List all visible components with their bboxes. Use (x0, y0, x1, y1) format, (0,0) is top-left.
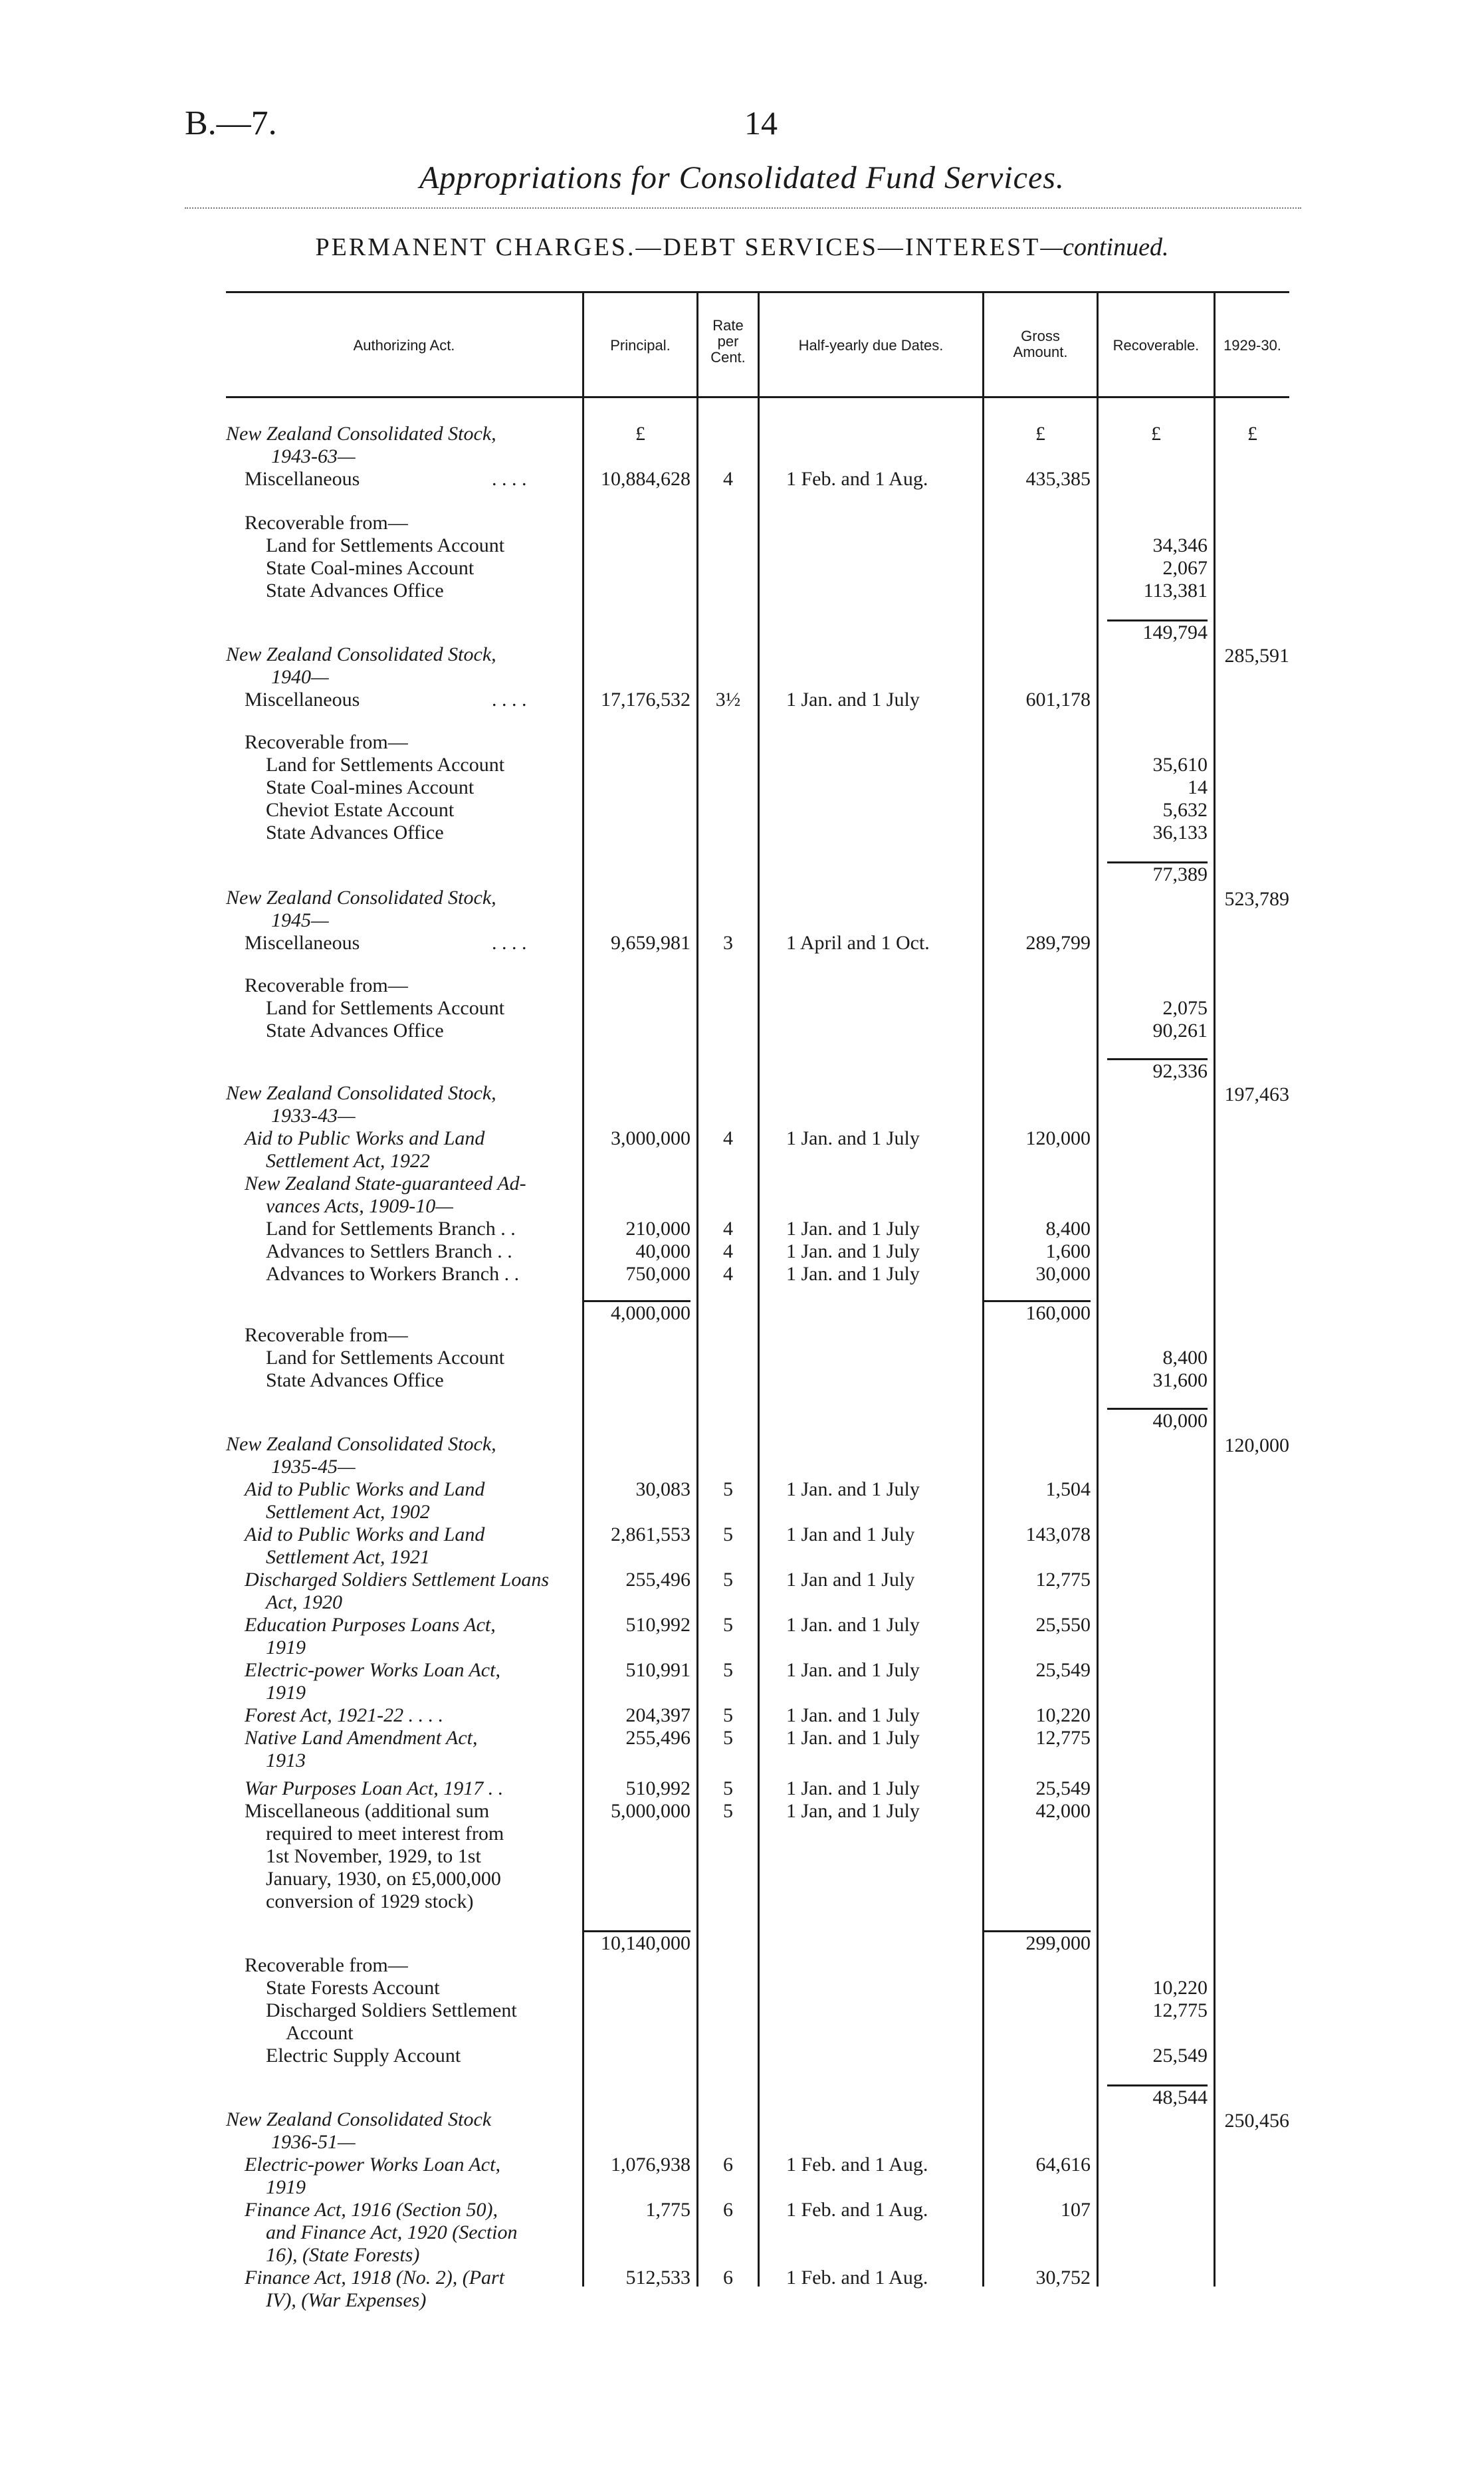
s6-heading-years: 1936-51— (271, 2131, 356, 2153)
s5-row-4-gross: 25,549 (1035, 1659, 1091, 1681)
s5-row-6-rate: 5 (723, 1727, 733, 1749)
s6-row-2-principal: 512,533 (625, 2267, 690, 2289)
col-header-gross-l2: Amount. (1013, 344, 1068, 360)
s4-rec-total: 40,000 (1107, 1408, 1208, 1432)
col-header-gross-l1: Gross (1021, 328, 1060, 344)
s5-recoverable-from: Recoverable from— (245, 1954, 408, 1976)
s3-rec-item-1: State Advances Office (266, 1020, 444, 1042)
s2-rate: 3½ (715, 689, 741, 711)
s2-rec-item-2: Cheviot Estate Account (266, 799, 455, 821)
s1-rec-amt-0: 34,346 (1152, 534, 1208, 556)
s2-rec-total: 77,389 (1107, 861, 1208, 886)
s5-misc-gross: 42,000 (1035, 1800, 1091, 1822)
s2-misc-dots: . . . . (492, 689, 527, 711)
s5-rec-amt-0: 10,220 (1152, 1977, 1208, 1999)
col-header-rate-l1: Rate (712, 317, 744, 334)
s5-row-2-rate: 5 (723, 1569, 733, 1591)
s5-row-3-act: Education Purposes Loans Act, (245, 1614, 496, 1636)
currency-recoverable: £ (1151, 423, 1161, 445)
col-header-act: Authorizing Act. (353, 337, 455, 354)
s5-row-4-principal: 510,991 (625, 1659, 690, 1681)
col-divider-act (582, 292, 584, 2287)
document-reference: B.—7. (185, 104, 277, 142)
s6-row-1-principal: 1,775 (645, 2199, 690, 2221)
s1-dates: 1 Feb. and 1 Aug. (786, 468, 928, 490)
s4-act-2-cont: vances Acts, 1909-10— (266, 1195, 453, 1217)
s4-branch-dates-2: 1 Jan. and 1 July (786, 1263, 920, 1285)
col-divider-principal (696, 292, 698, 2287)
col-header-year: 1929-30. (1223, 337, 1281, 354)
col-header-dates: Half-yearly due Dates. (798, 337, 944, 354)
s5-misc-line-0: Miscellaneous (additional sum (245, 1800, 490, 1822)
s3-rec-item-0: Land for Settlements Account (266, 997, 505, 1019)
col-header-rate-l2: per (717, 333, 739, 350)
s5-row-1-dates: 1 Jan and 1 July (786, 1523, 915, 1545)
s1-misc-dots: . . . . (492, 468, 527, 490)
s2-rec-amt-0: 35,610 (1152, 754, 1208, 776)
s5-row-3-dates: 1 Jan. and 1 July (786, 1614, 920, 1636)
currency-year: £ (1247, 423, 1257, 445)
s6-row-0-principal: 1,076,938 (611, 2154, 690, 2176)
s3-misc-label: Miscellaneous (245, 932, 360, 954)
s5-rec-item-3: Electric Supply Account (266, 2045, 461, 2067)
s4-branch-rate-1: 4 (723, 1240, 733, 1262)
s5-rec-total: 48,544 (1107, 2084, 1208, 2109)
s6-row-1-dates: 1 Feb. and 1 Aug. (786, 2199, 928, 2221)
s6-row-2-act-visible: Finance Act, 1918 (No. 2), (Part (245, 2267, 505, 2289)
s4-branch-principal-1: 40,000 (635, 1240, 690, 1262)
s2-dates: 1 Jan. and 1 July (786, 689, 920, 711)
s2-heading-years: 1940— (271, 666, 329, 688)
s4-act-1-cont: Settlement Act, 1922 (266, 1150, 430, 1172)
s6-row-2-dates: 1 Feb. and 1 Aug. (786, 2267, 928, 2289)
s5-row-7-act: War Purposes Loan Act, 1917 . . (245, 1777, 504, 1799)
s1-rate: 4 (723, 468, 733, 490)
s5-rec-item-1: Discharged Soldiers Settlement (266, 1999, 517, 2021)
s4-rec-item-1: State Advances Office (266, 1369, 444, 1391)
s1-net: 285,591 (1224, 645, 1289, 667)
s4-act-2: New Zealand State-guaranteed Ad- (245, 1173, 526, 1194)
s4-branch-2: Advances to Workers Branch . . (266, 1263, 520, 1285)
s1-heading-years: 1943-63— (271, 445, 356, 467)
s2-heading: New Zealand Consolidated Stock, (226, 643, 496, 665)
s1-rec-item-1: State Coal-mines Account (266, 557, 475, 579)
s5-row-4-act: Electric-power Works Loan Act, (245, 1659, 500, 1681)
s5-rec-item-0: State Forests Account (266, 1977, 440, 1999)
s2-misc-label: Miscellaneous (245, 689, 360, 711)
s6-row-0-act-cont: 1919 (266, 2176, 306, 2198)
s5-row-5-dates: 1 Jan. and 1 July (786, 1704, 920, 1726)
s3-dates: 1 April and 1 Oct. (786, 932, 930, 954)
col-header-rate (698, 318, 758, 366)
s4-heading-years: 1933-43— (271, 1105, 356, 1127)
page-title: Appropriations for Consolidated Fund Services. (419, 160, 1065, 195)
s6-row-1-act: Finance Act, 1916 (Section 50), (245, 2199, 498, 2221)
s1-gross: 435,385 (1025, 468, 1091, 490)
s3-net: 197,463 (1224, 1083, 1289, 1105)
s5-row-0-dates: 1 Jan. and 1 July (786, 1478, 920, 1500)
s3-recoverable-from: Recoverable from— (245, 974, 408, 996)
s6-row-0-gross: 64,616 (1035, 2154, 1091, 2176)
s2-rec-item-1: State Coal-mines Account (266, 776, 475, 798)
s5-rec-amt-1: 12,775 (1152, 1999, 1208, 2021)
s5-row-5-act: Forest Act, 1921-22 . . . . (245, 1704, 444, 1726)
s5-row-6-act: Native Land Amendment Act, (245, 1727, 478, 1749)
s4-branch-rate-0: 4 (723, 1218, 733, 1240)
s5-row-7-dates: 1 Jan. and 1 July (786, 1777, 920, 1799)
s5-misc-line-1: required to meet interest from (266, 1823, 504, 1845)
s4-rec-amt-1: 31,600 (1152, 1369, 1208, 1391)
s4-act-1-gross: 120,000 (1025, 1127, 1091, 1149)
s5-row-0-rate: 5 (723, 1478, 733, 1500)
s5-row-5-principal: 204,397 (625, 1704, 690, 1726)
page-number: 14 (744, 104, 778, 142)
s3-rate: 3 (723, 932, 733, 954)
s5-row-2-principal: 255,496 (625, 1569, 690, 1591)
s5-misc-dates: 1 Jan, and 1 July (786, 1800, 920, 1822)
s6-row-1-gross: 107 (1061, 2199, 1091, 2221)
s6-row-1-act-cont: and Finance Act, 1920 (Section (266, 2221, 518, 2243)
s3-gross: 289,799 (1025, 932, 1091, 954)
s5-rec-amt-2: 25,549 (1152, 2045, 1208, 2067)
s5-misc-line-3: January, 1930, on £5,000,000 (266, 1868, 501, 1890)
s4-branch-principal-2: 750,000 (625, 1263, 690, 1285)
s2-rec-amt-1: 14 (1188, 776, 1208, 798)
s5-row-2-act: Discharged Soldiers Settlement Loans (245, 1569, 550, 1591)
s5-misc-line-2: 1st November, 1929, to 1st (266, 1845, 481, 1867)
s5-row-1-principal: 2,861,553 (611, 1523, 690, 1545)
s5-row-3-rate: 5 (723, 1614, 733, 1636)
s4-act-1-principal: 3,000,000 (611, 1127, 690, 1149)
s5-net: 250,456 (1224, 2110, 1289, 2132)
s2-rec-item-3: State Advances Office (266, 822, 444, 843)
s4-rec-amt-0: 8,400 (1162, 1347, 1208, 1369)
s6-row-0-dates: 1 Feb. and 1 Aug. (786, 2154, 928, 2176)
s2-recoverable-from: Recoverable from— (245, 731, 408, 753)
s6-row-2-gross: 30,752 (1035, 2267, 1091, 2289)
s2-rec-amt-3: 36,133 (1152, 822, 1208, 843)
col-divider-rate (758, 292, 760, 2287)
s5-row-6-act-cont: 1913 (266, 1749, 306, 1771)
col-divider-dates (982, 292, 984, 2287)
s5-row-6-gross: 12,775 (1035, 1727, 1091, 1749)
s3-heading: New Zealand Consolidated Stock, (226, 887, 496, 909)
s5-row-7-gross: 25,549 (1035, 1777, 1091, 1799)
s5-heading: New Zealand Consolidated Stock, (226, 1433, 496, 1455)
s4-act-1-rate: 4 (723, 1127, 733, 1149)
s1-rec-amt-1: 2,067 (1162, 557, 1208, 579)
s5-row-3-gross: 25,550 (1035, 1614, 1091, 1636)
s4-act-1-dates: 1 Jan. and 1 July (786, 1127, 920, 1149)
s5-heading-years: 1935-45— (271, 1456, 356, 1478)
s5-rec-item-2: Account (286, 2022, 354, 2044)
s5-row-7-rate: 5 (723, 1777, 733, 1799)
s5-row-3-principal: 510,992 (625, 1614, 690, 1636)
s5-total-principal: 10,140,000 (584, 1930, 690, 1955)
s2-gross: 601,178 (1025, 689, 1091, 711)
col-divider-recoverable (1214, 292, 1216, 2287)
s6-row-0-act: Electric-power Works Loan Act, (245, 2154, 500, 2176)
s5-row-2-dates: 1 Jan and 1 July (786, 1569, 915, 1591)
s1-rec-item-2: State Advances Office (266, 580, 444, 602)
s5-row-1-gross: 143,078 (1025, 1523, 1091, 1545)
s4-branch-1: Advances to Settlers Branch . . (266, 1240, 512, 1262)
s3-rec-amt-1: 90,261 (1152, 1020, 1208, 1042)
col-header-rate-l3: Cent. (710, 349, 746, 366)
s1-misc-label: Miscellaneous (245, 468, 360, 490)
s1-principal: 10,884,628 (601, 468, 690, 490)
s1-recoverable-from: Recoverable from— (245, 512, 408, 534)
s5-row-4-rate: 5 (723, 1659, 733, 1681)
s4-branch-principal-0: 210,000 (625, 1218, 690, 1240)
s5-misc-line-4: conversion of 1929 stock) (266, 1890, 474, 1912)
s6-row-1-act-cont2: 16), (State Forests) (266, 2244, 420, 2266)
s5-row-5-rate: 5 (723, 1704, 733, 1726)
s5-row-6-principal: 255,496 (625, 1727, 690, 1749)
s5-row-1-act-cont: Settlement Act, 1921 (266, 1546, 430, 1568)
s5-row-1-rate: 5 (723, 1523, 733, 1545)
s5-row-5-gross: 10,220 (1035, 1704, 1091, 1726)
s5-row-4-dates: 1 Jan. and 1 July (786, 1659, 920, 1681)
s4-branch-dates-1: 1 Jan. and 1 July (786, 1240, 920, 1262)
s6-row-1-rate: 6 (723, 2199, 733, 2221)
s4-net: 120,000 (1224, 1434, 1289, 1456)
s4-branch-rate-2: 4 (723, 1263, 733, 1285)
s6-row-2-act-cont: IV), (War Expenses) (266, 2289, 427, 2311)
s3-misc-dots: . . . . (492, 932, 527, 954)
s3-rec-amt-0: 2,075 (1162, 997, 1208, 1019)
title-divider (185, 207, 1301, 209)
s6-heading: New Zealand Consolidated Stock (226, 2108, 492, 2130)
s5-misc-principal: 5,000,000 (611, 1800, 690, 1822)
s4-recoverable-from: Recoverable from— (245, 1324, 408, 1346)
s1-rec-item-0: Land for Settlements Account (266, 534, 505, 556)
s3-heading-years: 1945— (271, 909, 329, 931)
s3-rec-total: 92,336 (1107, 1058, 1208, 1083)
s4-rec-item-0: Land for Settlements Account (266, 1347, 505, 1369)
s4-branch-0: Land for Settlements Branch . . (266, 1218, 516, 1240)
s5-row-3-act-cont: 1919 (266, 1636, 306, 1658)
s2-principal: 17,176,532 (601, 689, 690, 711)
s5-row-6-dates: 1 Jan. and 1 July (786, 1727, 920, 1749)
s1-rec-amt-2: 113,381 (1143, 580, 1208, 602)
s3-principal: 9,659,981 (611, 932, 690, 954)
currency-principal: £ (635, 423, 645, 445)
s4-total-gross: 160,000 (984, 1300, 1091, 1325)
s5-row-4-act-cont: 1919 (266, 1682, 306, 1704)
s5-row-2-gross: 12,775 (1035, 1569, 1091, 1591)
s5-total-gross: 299,000 (984, 1930, 1091, 1955)
s5-row-0-gross: 1,504 (1045, 1478, 1091, 1500)
s5-row-2-act-cont: Act, 1920 (266, 1591, 342, 1613)
s4-heading: New Zealand Consolidated Stock, (226, 1082, 496, 1104)
s6-row-0-rate: 6 (723, 2154, 733, 2176)
s5-row-7-principal: 510,992 (625, 1777, 690, 1799)
s4-total-principal: 4,000,000 (584, 1300, 690, 1325)
s1-heading: New Zealand Consolidated Stock, (226, 423, 496, 445)
s4-branch-gross-1: 1,600 (1045, 1240, 1091, 1262)
s2-rec-item-0: Land for Settlements Account (266, 754, 505, 776)
s6-row-2-rate: 6 (723, 2267, 733, 2289)
s1-rec-total: 149,794 (1107, 619, 1208, 644)
s5-misc-rate: 5 (723, 1800, 733, 1822)
col-header-recoverable: Recoverable. (1113, 337, 1200, 354)
currency-gross: £ (1035, 423, 1045, 445)
s4-branch-gross-2: 30,000 (1035, 1263, 1091, 1285)
s5-row-0-principal: 30,083 (635, 1478, 690, 1500)
col-header-gross (984, 328, 1097, 360)
s4-act-1: Aid to Public Works and Land (245, 1127, 485, 1149)
s5-row-0-act: Aid to Public Works and Land (245, 1478, 485, 1500)
section-subtitle: PERMANENT CHARGES.—DEBT SERVICES—INTEREST—continued. (315, 233, 1169, 261)
s5-row-0-act-cont: Settlement Act, 1902 (266, 1501, 430, 1523)
s2-rec-amt-2: 5,632 (1162, 799, 1208, 821)
s4-branch-dates-0: 1 Jan. and 1 July (786, 1218, 920, 1240)
s5-row-1-act: Aid to Public Works and Land (245, 1523, 485, 1545)
s2-net: 523,789 (1224, 888, 1289, 910)
s4-branch-gross-0: 8,400 (1045, 1218, 1091, 1240)
col-header-principal: Principal. (610, 337, 671, 354)
